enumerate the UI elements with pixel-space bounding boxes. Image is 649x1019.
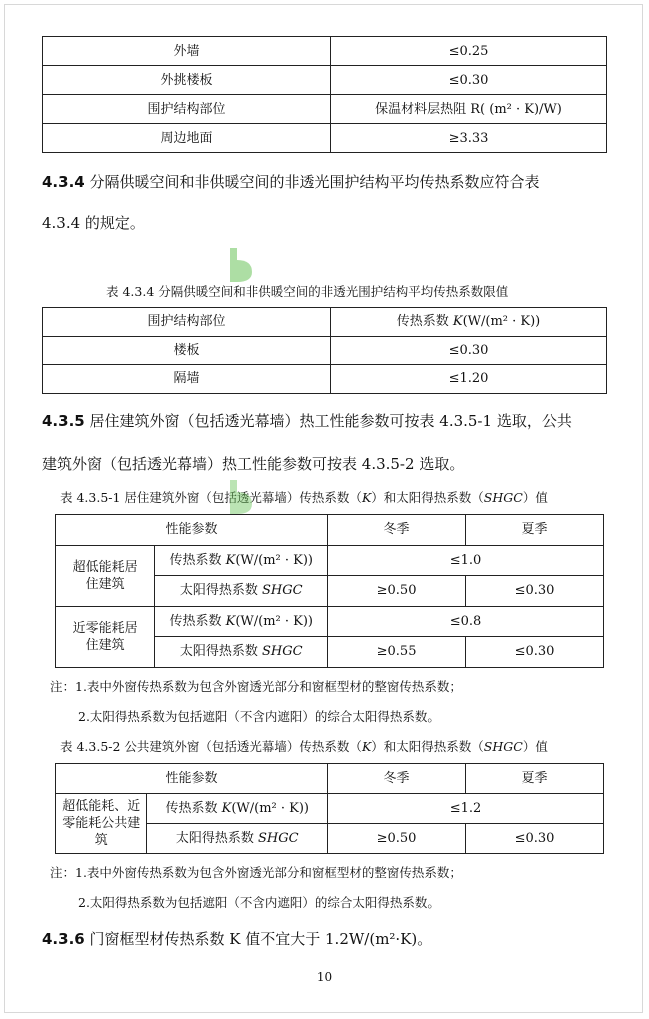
table-cell: ≤0.30 [466, 824, 604, 854]
table-4-3-5-1 [55, 514, 604, 668]
table-cell: ≤0.8 [328, 606, 604, 637]
table-row [43, 336, 607, 365]
section-4-3-4-line2: 4.3.4 的规定。 [42, 214, 145, 232]
note-2: 2.太阳得热系数为包括遮阳（不含内遮阳）的综合太阳得热系数。 [78, 709, 440, 724]
section-4-3-6 [42, 929, 432, 949]
table-cell: ≤0.30 [466, 576, 604, 607]
section-4-3-4-line1 [42, 172, 540, 192]
table-4-3-4-caption: 表 4.3.4 分隔供暖空间和非供暖空间的非透光围护结构平均传热系数限值 [106, 284, 509, 299]
table-cell: 楼板 [43, 336, 331, 365]
watermark-logo-icon [228, 478, 254, 518]
table-header-cell: 冬季 [328, 515, 466, 546]
table-cell: 太阳得热系数 SHGC [155, 637, 328, 668]
note-1: 注：1.表中外窗传热系数为包含外窗透光部分和窗框型材的整窗传热系数； [50, 679, 462, 694]
table-header-cell: 夏季 [466, 515, 604, 546]
table-cell: 传热系数 K(W/(m² · K)) [155, 545, 328, 576]
table-envelope-continued [42, 36, 607, 153]
table-row [43, 365, 607, 394]
table-row [43, 66, 607, 95]
table-row [56, 606, 604, 637]
table-cell: 外挑楼板 [43, 66, 331, 95]
table-row [43, 37, 607, 66]
table-header-cell: 夏季 [466, 764, 604, 794]
section-number: 4.3.6 [42, 930, 85, 948]
table-cell: ≥0.55 [328, 637, 466, 668]
table-cell: ≤0.30 [331, 336, 607, 365]
table-header-cell: 性能参数 [56, 515, 328, 546]
table-4-3-5-1-caption: 表 4.3.5-1 居住建筑外窗（包括透光幕墙）传热系数（K）和太阳得热系数（SHGC）值 [60, 490, 548, 505]
table-cell: 外墙 [43, 37, 331, 66]
section-text: 居住建筑外窗（包括透光幕墙）热工性能参数可按表 4.3.5-1 选取，公共 [89, 412, 572, 430]
page-number: 10 [316, 970, 333, 984]
table-cell: 传热系数 K(W/(m² · K)) [155, 606, 328, 637]
section-text: 门窗框型材传热系数 K 值不宜大于 1.2W/(m²·K)。 [89, 930, 433, 948]
table-row [43, 95, 607, 124]
section-4-3-5-line1 [42, 411, 572, 431]
table-cell: ≤0.30 [466, 637, 604, 668]
table-cell: 太阳得热系数 SHGC [147, 824, 328, 854]
table-header-cell: 冬季 [328, 764, 466, 794]
table-4-3-5-2 [55, 763, 604, 854]
table-header-cell: 围护结构部位 [43, 308, 331, 337]
note-1: 注：1.表中外窗传热系数为包含外窗透光部分和窗框型材的整窗传热系数； [50, 865, 462, 880]
table-group-cell: 超低能耗居住建筑 [56, 545, 155, 606]
watermark-logo-icon [228, 246, 254, 286]
table-cell: 传热系数 K(W/(m² · K)) [147, 794, 328, 824]
table-row [43, 124, 607, 153]
table-cell: ≤0.30 [331, 66, 607, 95]
table-cell: 围护结构部位 [43, 95, 331, 124]
table-cell: ≤1.20 [331, 365, 607, 394]
table-4-3-5-2-caption: 表 4.3.5-2 公共建筑外窗（包括透光幕墙）传热系数（K）和太阳得热系数（SHGC）值 [60, 739, 548, 754]
table-cell: ≤1.0 [328, 545, 604, 576]
table-cell: 保温材料层热阻 R( (m² · K)/W) [331, 95, 607, 124]
table-cell: 周边地面 [43, 124, 331, 153]
note-2: 2.太阳得热系数为包括遮阳（不含内遮阳）的综合太阳得热系数。 [78, 895, 440, 910]
section-text: 分隔供暖空间和非供暖空间的非透光围护结构平均传热系数应符合表 [89, 173, 540, 191]
table-header-row [43, 308, 607, 337]
table-row [56, 545, 604, 576]
table-cell: ≥0.50 [328, 576, 466, 607]
table-header-row [56, 515, 604, 546]
table-cell: ≤1.2 [328, 794, 604, 824]
table-cell: 太阳得热系数 SHGC [155, 576, 328, 607]
section-number: 4.3.5 [42, 412, 85, 430]
table-header-cell: 传热系数 K(W/(m² · K)) [331, 308, 607, 337]
table-4-3-4 [42, 307, 607, 394]
table-header-row [56, 764, 604, 794]
table-cell: ≥3.33 [331, 124, 607, 153]
table-cell: ≤0.25 [331, 37, 607, 66]
table-header-cell: 性能参数 [56, 764, 328, 794]
table-group-cell: 超低能耗、近零能耗公共建筑 [56, 794, 147, 854]
section-number: 4.3.4 [42, 173, 85, 191]
table-cell: 隔墙 [43, 365, 331, 394]
section-4-3-5-line2: 建筑外窗（包括透光幕墙）热工性能参数可按表 4.3.5-2 选取。 [42, 455, 465, 473]
table-group-cell: 近零能耗居住建筑 [56, 606, 155, 667]
table-row [56, 794, 604, 824]
table-cell: ≥0.50 [328, 824, 466, 854]
